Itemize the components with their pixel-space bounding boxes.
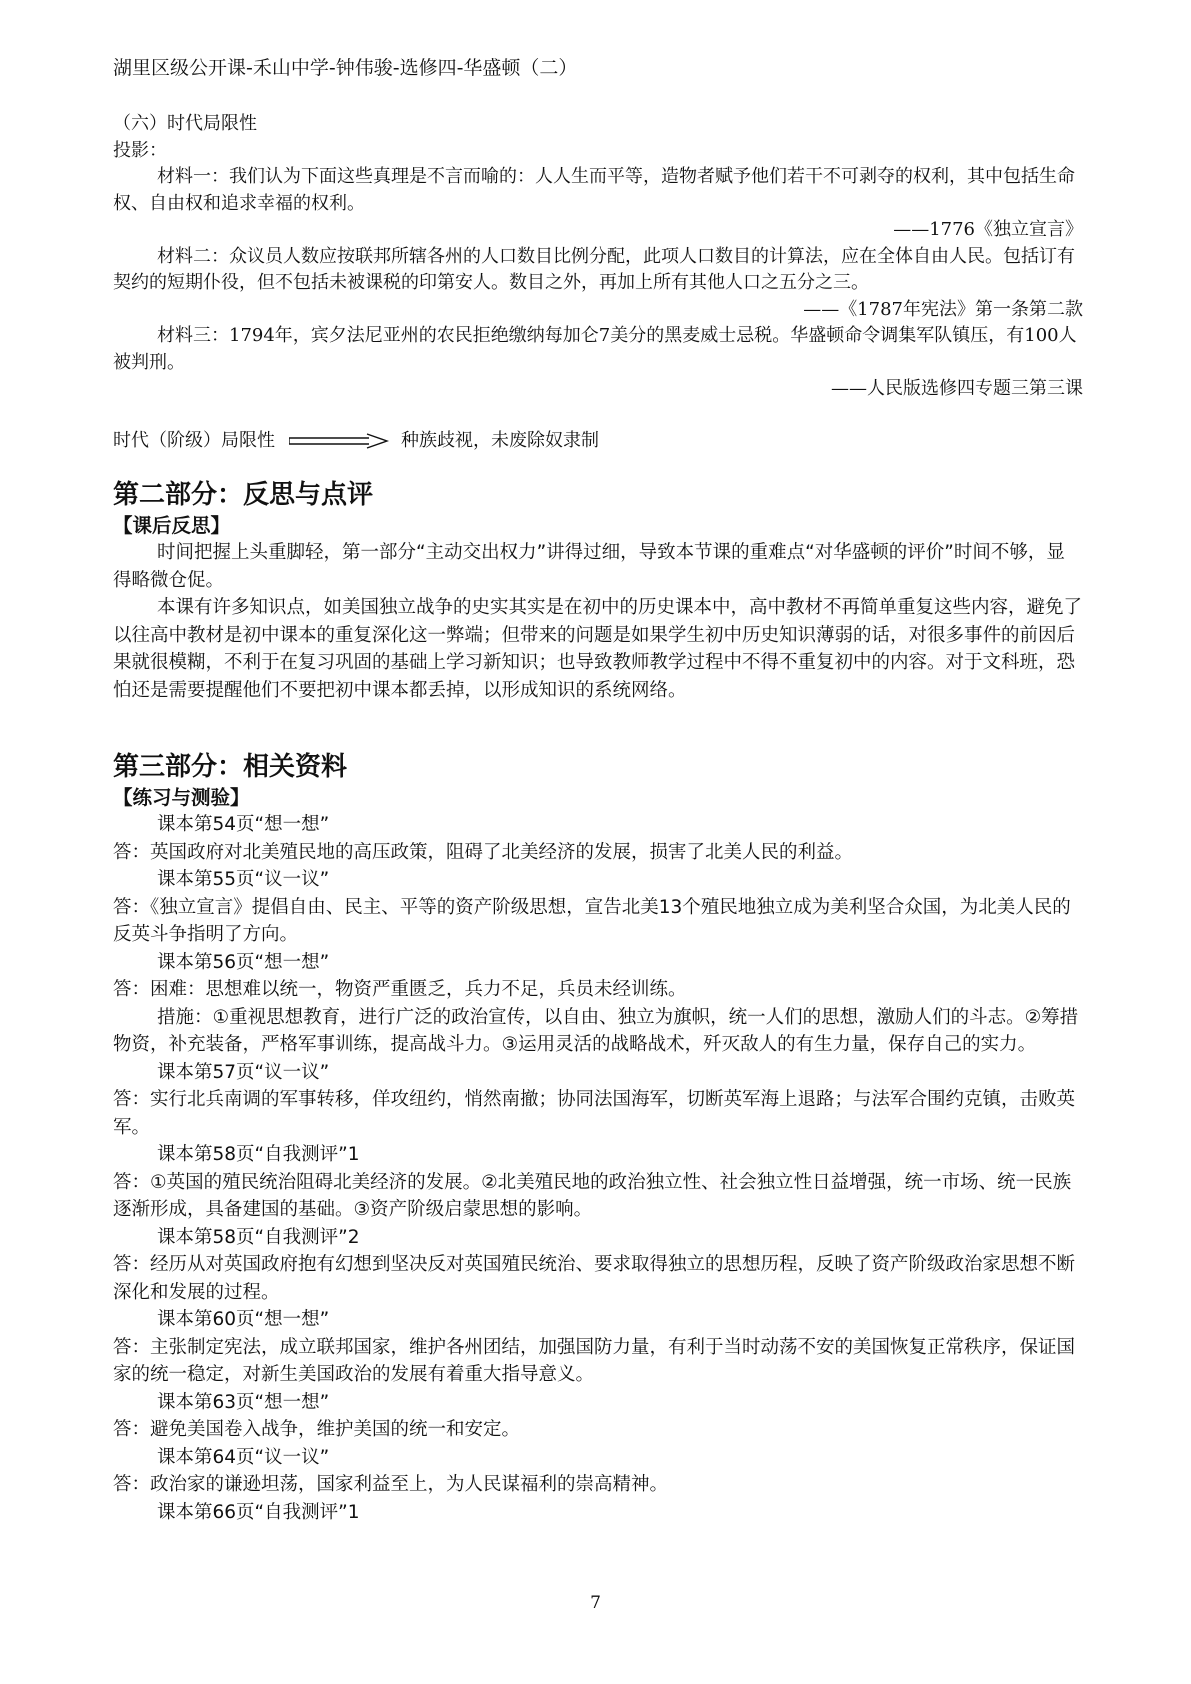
textbook-question: 课本第60页“想一想”: [157, 1309, 330, 1330]
limitation-summary: [113, 428, 1083, 454]
page-header: 湖里区级公开课-禾山中学-钟伟骏-选修四-华盛顿（二）: [113, 57, 578, 79]
reflection-paragraph-1: 时间把握上头重脚轻，第一部分“主动交出权力”讲得过细，导致本节课的重难点“对华盛顿的评价”时间不够，显得略微仓促。: [113, 542, 1065, 591]
page-number: 7: [590, 1593, 601, 1613]
textbook-question: 课本第63页“想一想”: [157, 1391, 330, 1413]
limitation-result: 种族歧视，未废除奴隶制: [401, 430, 599, 451]
part-three-title: 第三部分：相关资料: [113, 752, 348, 782]
material-1: 材料一：我们认为下面这些真理是不言而喻的：人人生而平等，造物者赋予他们若干不可剥夺的权利，其中包括生命权、自由权和追求幸福的权利。: [113, 166, 1075, 214]
material-3: 材料三：1794年，宾夕法尼亚州的农民拒绝缴纳每加仑7美分的黑麦威士忌税。华盛顿命令调集军队镇压，有100人被判刑。: [113, 325, 1077, 373]
answer-paragraph: 答：主张制定宪法，成立联邦国家，维护各州团结，加强国防力量，有利于当时动荡不安的美国恢复正常秩序，保证国家的统一稳定，对新生美国政治的发展有着重大指导意义。: [113, 1336, 1076, 1385]
limitation-label: 时代（阶级）局限性: [113, 430, 275, 451]
answer-paragraph: 答：避免美国卷入战争，维护美国的统一和安定。: [113, 1419, 521, 1440]
exercise-label: 【练习与测验】: [113, 786, 250, 809]
part-three: [113, 750, 1083, 1526]
part-two: [113, 478, 1083, 704]
qa-list: [113, 811, 1083, 1526]
answer-paragraph: 答：困难：思想难以统一，物资严重匮乏，兵力不足，兵员未经训练。: [113, 979, 687, 1000]
textbook-question: 课本第55页“议一议”: [157, 869, 330, 890]
textbook-question: 课本第57页“议一议”: [157, 1061, 330, 1083]
reflection-label: 【课后反思】: [113, 514, 231, 537]
answer-paragraph: 答：实行北兵南调的军事转移，佯攻纽约，悄然南撤；协同法国海军，切断英军海上退路；与法军合围约克镇，击败英军。: [113, 1089, 1076, 1138]
part-two-title: 第二部分：反思与点评: [113, 480, 374, 510]
arrow-right-icon: [289, 433, 389, 449]
answer-paragraph: 措施：①重视思想教育，进行广泛的政治宣传，以自由、独立为旗帜，统一人们的思想，激励人们的斗志。②筹措物资，补充装备，严格军事训练，提高战斗力。③运用灵活的战略战术，歼灭敌人的有生力量，保存自己的实力。: [113, 1006, 1079, 1055]
textbook-question: 课本第66页“自我测评”1: [157, 1501, 360, 1523]
textbook-question: 课本第54页“想一想”: [157, 814, 330, 835]
answer-paragraph: 答：《独立宣言》提倡自由、民主、平等的资产阶级思想，宣告北美13个殖民地独立成为美利坚合众国，为北美人民的反英斗争指明了方向。: [113, 896, 1071, 945]
material-2: 材料二：众议员人数应按联邦所辖各州的人口数目比例分配，此项人口数目的计算法，应在全体自由人民。包括订有契约的短期仆役，但不包括未被课税的印第安人。数目之外，再加上所有其他人口之五分之三。: [113, 245, 1075, 293]
textbook-question: 课本第58页“自我测评”2: [157, 1226, 360, 1248]
section-title: （六）时代局限性: [113, 113, 257, 134]
material-3-source: ——人民版选修四专题三第三课: [831, 378, 1083, 399]
textbook-question: 课本第58页“自我测评”1: [157, 1144, 360, 1165]
answer-paragraph: 答：经历从对英国政府抱有幻想到坚决反对英国殖民统治、要求取得独立的思想历程，反映了资产阶级政治家思想不断深化和发展的过程。: [113, 1254, 1076, 1303]
answer-paragraph: 答：①英国的殖民统治阻碍北美经济的发展。②北美殖民地的政治独立性、社会独立性日益增强，统一市场、统一民族逐渐形成，具备建国的基础。③资产阶级启蒙思想的影响。: [113, 1171, 1072, 1220]
section-limitations: [113, 111, 1083, 403]
answer-paragraph: 答：英国政府对北美殖民地的高压政策，阻碍了北美经济的发展，损害了北美人民的利益。: [113, 841, 854, 863]
material-1-source: ——1776《独立宣言》: [893, 219, 1083, 240]
textbook-question: 课本第64页“议一议”: [157, 1446, 330, 1468]
material-2-source: ——《1787年宪法》第一条第二款: [803, 298, 1083, 320]
answer-paragraph: 答：政治家的谦逊坦荡，国家利益至上，为人民谋福利的崇高精神。: [113, 1474, 669, 1495]
textbook-question: 课本第56页“想一想”: [157, 951, 330, 973]
intro-label: 投影：: [113, 139, 167, 161]
reflection-paragraph-2: 本课有许多知识点，如美国独立战争的史实其实是在初中的历史课本中，高中教材不再简单重复这些内容，避免了以往高中教材是初中课本的重复深化这一弊端；但带来的问题是如果学生初中历史知识薄弱的话，对很多事件的前因后果就很模糊，不利于在复习巩固的基础上学习新知识；也导致教师教学过程中不得不重复初中的内容。对于文科班，恐怕还是需要提醒他们不要把初中课本都丢掉，以形成知识的系统网络。: [113, 597, 1083, 701]
